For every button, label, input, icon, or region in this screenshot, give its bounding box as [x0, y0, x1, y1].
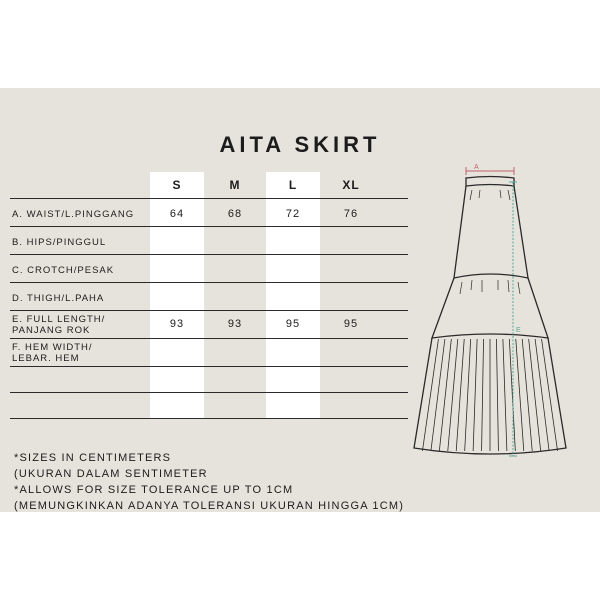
table-divider [10, 338, 408, 339]
pleat-lines [422, 339, 557, 451]
table-cell: 68 [227, 208, 243, 220]
note-line: *SIZES IN CENTIMETERS [14, 452, 172, 464]
pleat-line [496, 339, 498, 451]
size-table [10, 172, 408, 420]
measure-label-e: E [516, 327, 521, 334]
pleat-line [431, 339, 445, 451]
table-divider [10, 282, 408, 283]
table-cell: 93 [227, 318, 243, 330]
table-divider [10, 310, 408, 311]
skirt-illustration-icon [410, 160, 570, 466]
note-line: (MEMUNGKINKAN ADANYA TOLERANSI UKURAN HINGGA 1CM) [14, 500, 405, 512]
size-header-l: L [288, 178, 298, 192]
pleat-line [456, 339, 464, 451]
row-label-full-length: E. FULL LENGTH/ PANJANG ROK [12, 314, 106, 336]
pleat-line [473, 339, 477, 451]
row-label-crotch: C. CROTCH/PESAK [12, 265, 115, 276]
table-divider [10, 254, 408, 255]
pleat-line [516, 339, 524, 451]
pleat-line [535, 339, 549, 451]
table-cell: 64 [169, 208, 185, 220]
measure-label-a: A [474, 164, 479, 171]
note-line: *ALLOWS FOR SIZE TOLERANCE UP TO 1CM [14, 484, 294, 496]
table-cell: 76 [343, 208, 359, 220]
row-label-waist: A. WAIST/L.PINGGANG [12, 209, 135, 220]
table-divider [10, 418, 408, 419]
size-header-m: M [229, 178, 241, 192]
pleat-line [503, 339, 507, 451]
pleat-line [422, 339, 438, 451]
note-line: (UKURAN DALAM SENTIMETER [14, 468, 208, 480]
size-notes [14, 450, 404, 514]
size-header-s: S [172, 178, 182, 192]
table-divider [10, 226, 408, 227]
pleat-line [542, 339, 558, 451]
table-cell: 95 [285, 318, 301, 330]
row-label-hips: B. HIPS/PINGGUL [12, 237, 107, 248]
table-cell: 95 [343, 318, 359, 330]
row-label-hem-width: F. HEM WIDTH/ LEBAR. HEM [12, 342, 93, 364]
table-cell: 72 [285, 208, 301, 220]
table-divider [10, 366, 408, 367]
page-title: AITA SKIRT [219, 132, 381, 157]
pleat-line [465, 339, 471, 451]
table-cell: 93 [169, 318, 185, 330]
table-divider [10, 198, 408, 199]
pleat-line [509, 339, 515, 451]
row-label-thigh: D. THIGH/L.PAHA [12, 293, 105, 304]
size-header-xl: XL [342, 178, 360, 192]
table-divider [10, 392, 408, 393]
pleat-line [482, 339, 484, 451]
